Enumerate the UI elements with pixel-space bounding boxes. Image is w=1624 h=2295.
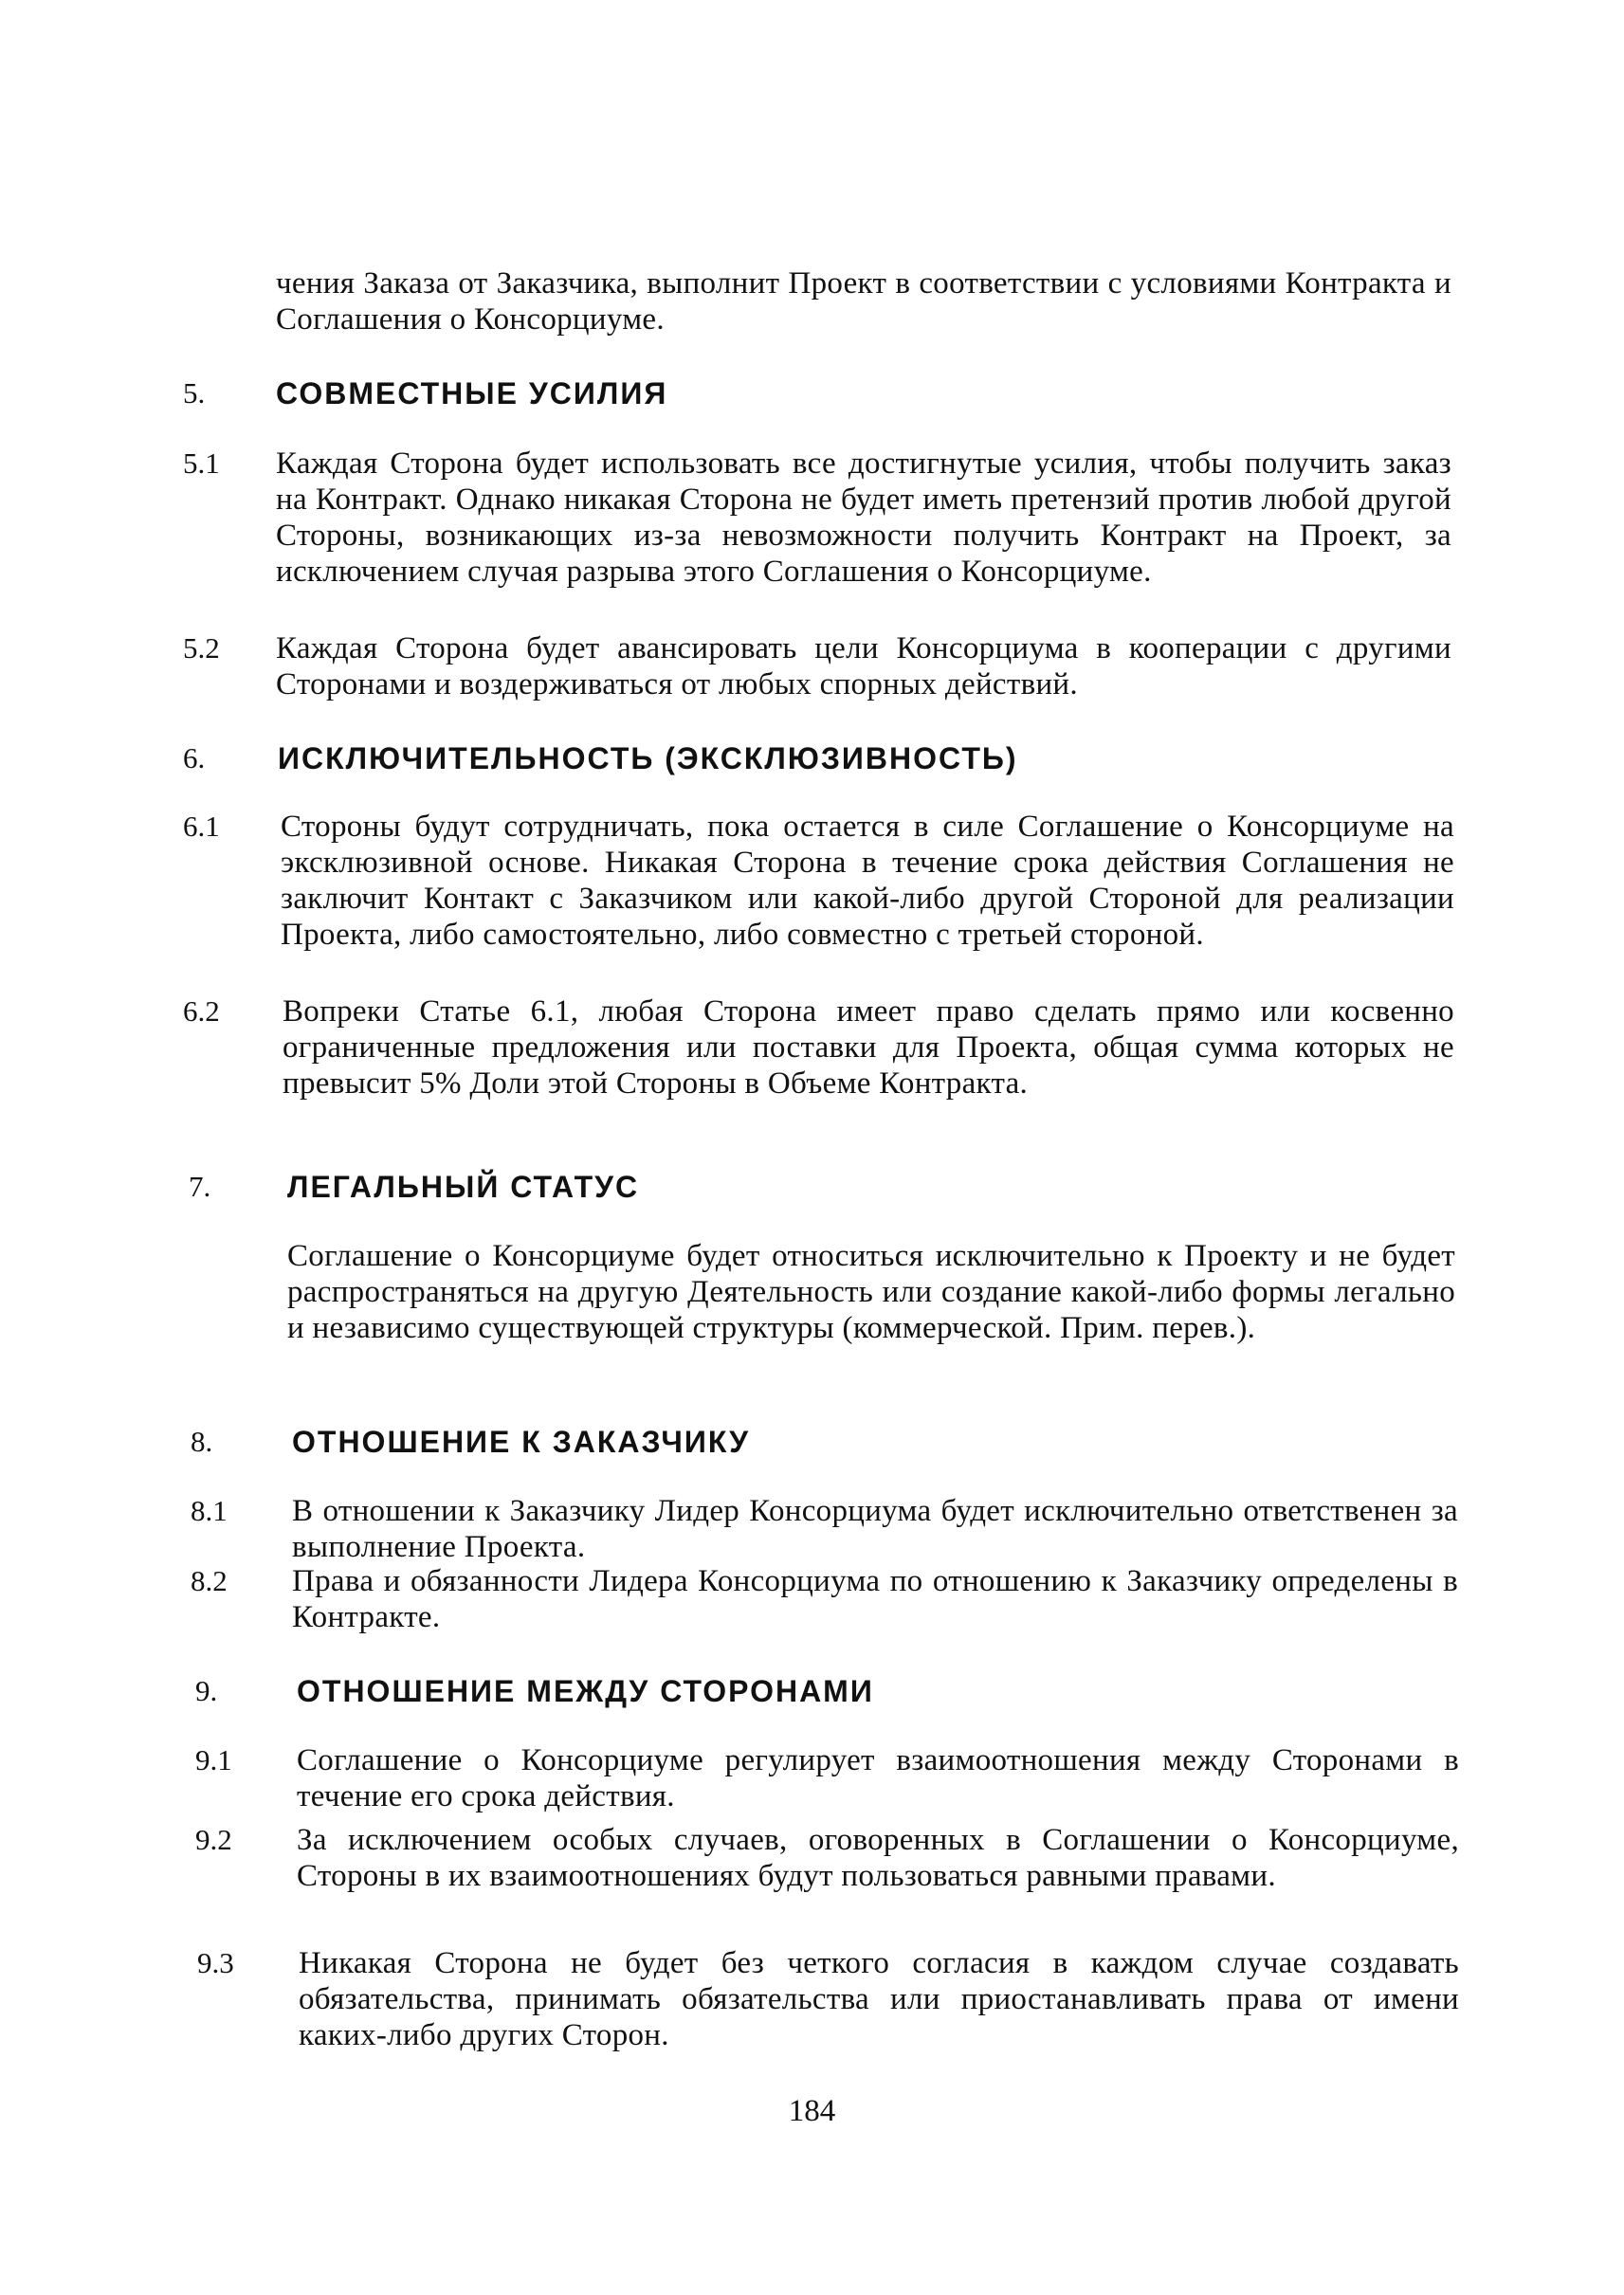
clause-number: 9.2: [195, 1823, 232, 1856]
intro-text: чения Заказа от Заказчика, выполнит Проект в соответствии с условиями Контракта и Соглашения о Консорциуме.: [276, 266, 1451, 337]
section-title: ОТНОШЕНИЕ МЕЖДУ СТОРОНАМИ: [297, 1674, 874, 1708]
clause-number: 5.2: [183, 631, 220, 665]
clause-text: За исключением особых случаев, оговоренных в Соглашении о Консорциуме, Стороны в их взаимоотношениях будут пользоваться равными правами.: [297, 1823, 1459, 1893]
clause-number: 5.1: [183, 446, 220, 480]
section-number: 6.: [183, 741, 206, 774]
intro-paragraph: [276, 265, 1451, 337]
clause-text: Права и обязанности Лидера Консорциума по отношению к Заказчику определены в Контракте.: [292, 1564, 1458, 1634]
clause-number: 6.1: [183, 810, 220, 843]
page-number: 184: [788, 2094, 836, 2128]
clause-number: 8.2: [191, 1564, 228, 1597]
clause-text: В отношении к Заказчику Лидер Консорциума будет исключительно ответственен за выполнение Проекта.: [292, 1494, 1458, 1564]
section-number: 5.: [183, 376, 206, 410]
clause-text: Соглашение о Консорциуме регулирует взаимоотношения между Сторонами в течение его срока действия.: [297, 1743, 1459, 1813]
section-title: ЛЕГАЛЬНЫЙ СТАТУС: [287, 1170, 640, 1204]
clause-text: Каждая Сторона будет авансировать цели Консорциума в кооперации с другими Сторонами и воздерживаться от любых спорных действий.: [276, 631, 1451, 701]
clause-number: 9.1: [195, 1743, 232, 1776]
clause-text: Вопреки Статье 6.1, любая Сторона имеет право сделать прямо или косвенно ограниченные предложения или поставки для Проекта, общая сумма которых не превысит 5% Доли этой Стороны в Объеме Контракта.: [283, 994, 1454, 1101]
clause-number: 8.1: [191, 1494, 228, 1527]
clause-text: Каждая Сторона будет использовать все достигнутые усилия, чтобы получить заказ на Контракт. Однако никакая Сторона не будет иметь претензий против любой другой Стороны, возникающих из-за невозможности получить Контракт на Проект, за исключением случая разрыва этого Соглашения о Консорциуме.: [276, 446, 1451, 589]
section-number: 7.: [189, 1170, 211, 1203]
clause-number: 9.3: [197, 1946, 234, 1979]
clause-text: Соглашение о Консорциуме будет относиться исключительно к Проекту и не будет распространяться на другую Деятельность или создание какой-либо формы легально и независимо существующей структуры (коммерческой. Прим. перев.).: [287, 1239, 1455, 1345]
section-title: ОТНОШЕНИЕ К ЗАКАЗЧИКУ: [292, 1425, 751, 1459]
section-title: ИСКЛЮЧИТЕЛЬНОСТЬ (ЭКСКЛЮЗИВНОСТЬ): [278, 741, 1018, 775]
clause-text: Никакая Сторона не будет без четкого согласия в каждом случае создавать обязательства, принимать обязательства или приостанавливать права от имени каких-либо других Сторон.: [299, 1946, 1459, 2052]
clause-number: 6.2: [183, 994, 220, 1028]
clause-text: Стороны будут сотрудничать, пока остается в силе Соглашение о Консорциуме на эксклюзивной основе. Никакая Сторона в течение срока действия Соглашения не заключит Контакт с Заказчиком или какой-либо другой Стороной для реализации Проекта, либо самостоятельно, либо совместно с третьей стороной.: [281, 810, 1454, 952]
section-title: СОВМЕСТНЫЕ УСИЛИЯ: [276, 376, 668, 410]
section-number: 8.: [191, 1425, 213, 1458]
section-number: 9.: [195, 1674, 218, 1707]
